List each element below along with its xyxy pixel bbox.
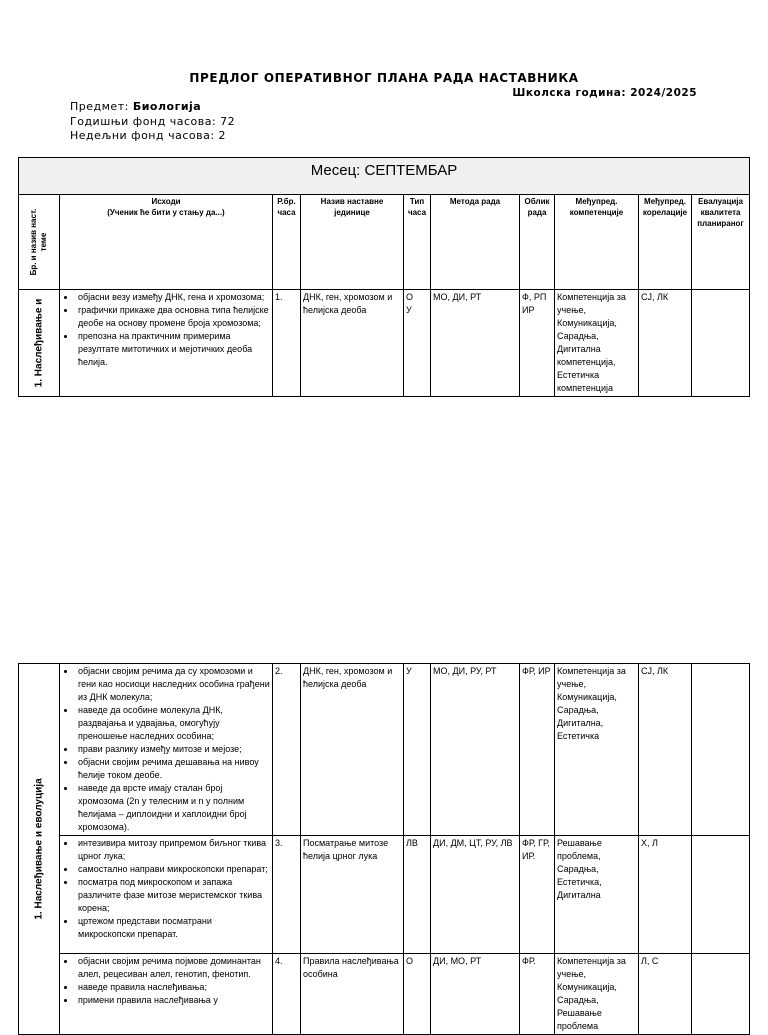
col-form: Облик рада [520, 195, 555, 290]
outcomes-list [62, 837, 270, 941]
col-theme: Бр. и назив наст. теме [19, 195, 60, 290]
table-row [19, 836, 750, 954]
lesson-number: 3. [273, 836, 301, 954]
outcomes-cell [60, 664, 273, 836]
outcome-item: • објасни везу између ДНК, гена и хромозома; [76, 291, 270, 304]
work-method: ДИ, ДМ, ЦТ, РУ, ЛВ [431, 836, 520, 954]
evaluation [692, 290, 750, 397]
table-row [19, 290, 750, 397]
col-lesson-name: Назив наставне јединице [301, 195, 404, 290]
work-form: Ф, РП ИР [520, 290, 555, 397]
outcome-item: • објасни својим речима дешавања на нивоу ћелије током деобе. [76, 756, 270, 782]
lesson-number: 2. [273, 664, 301, 836]
outcome-item: • објасни својим речима да су хромозоми и гени као носиоци наследних особина грађени из ДНК молекула; [76, 665, 270, 704]
outcome-item: • препозна на практичним примерима резултате митотичких и мејотичких деоба ћелија. [76, 330, 270, 369]
correlations: СЈ, ЛК [639, 664, 692, 836]
outcomes-cell [60, 290, 273, 397]
lesson-name: Правила наслеђивања особина [301, 954, 404, 1035]
table-row [19, 954, 750, 1035]
outcome-item: • наведе да врсте имају сталан број хромозома (2n у телесним и n у полним ћелијама – диплоидни и хаплоидни број хромозома). [76, 782, 270, 834]
competences: Компетенција за учење, Комуникација, Сарадња, Решавање проблема [555, 954, 639, 1035]
evaluation [692, 836, 750, 954]
lesson-name: ДНК, ген, хромозом и ћелијска деоба [301, 290, 404, 397]
outcomes-cell [60, 836, 273, 954]
document-title: ПРЕДЛОГ ОПЕРАТИВНОГ ПЛАНА РАДА НАСТАВНИКА [189, 71, 579, 85]
lesson-number: 4. [273, 954, 301, 1035]
outcomes-cell [60, 954, 273, 1035]
subject-value: Биологија [132, 100, 202, 113]
col-competences: Међупред. компетенције [555, 195, 639, 290]
outcomes-list [62, 665, 270, 834]
lesson-name: ДНК, ген, хромозом и ћелијска деоба [301, 664, 404, 836]
lesson-type: ЛВ [404, 836, 431, 954]
outcome-item: • наведе правила наслеђивања; [76, 981, 270, 994]
month-heading: Месец: СЕПТЕМБАР [19, 158, 750, 195]
col-correlation: Међупред. корелације [639, 195, 692, 290]
subject-line [70, 100, 235, 115]
weekly-fund: Недељни фонд часова: 2 [70, 129, 227, 142]
school-year: Школска година: 2024/2025 [512, 87, 697, 99]
competences: Компетенција за учење, Комуникација, Сарадња, Дигитална компетенција, Естетичка компетенција [555, 290, 639, 397]
competences: Решавање проблема, Сарадња, Естетичка, Дигитална [555, 836, 639, 954]
theme-label: 1. Наслеђивање и еволуција [33, 778, 45, 920]
plan-table-continued [18, 663, 750, 1035]
theme-cell [19, 290, 60, 397]
theme-label: 1. Наслеђивање и [33, 298, 45, 388]
lesson-type: О У [404, 290, 431, 397]
work-method: МО, ДИ, РУ, РТ [431, 664, 520, 836]
outcomes-list [62, 291, 270, 369]
plan-table-september [18, 157, 750, 397]
correlations: СЈ, ЛК [639, 290, 692, 397]
outcome-item: • цртежом представи посматрани микроскопски препарат. [76, 915, 270, 941]
outcome-item: • самостално направи микроскопски препарат; [76, 863, 270, 876]
evaluation [692, 664, 750, 836]
outcomes-list [62, 955, 270, 1007]
lesson-name: Посматрање митозе ћелија црног лука [301, 836, 404, 954]
lesson-type: О [404, 954, 431, 1035]
lesson-type: У [404, 664, 431, 836]
competences: Компетенција за учење, Комуникација, Сарадња, Дигитална, Естетичка [555, 664, 639, 836]
subject-label: Предмет: [70, 100, 133, 113]
outcome-item: • примени правила наслеђивања у [76, 994, 270, 1007]
work-method: МО, ДИ, РТ [431, 290, 520, 397]
table-row [19, 664, 750, 836]
outcome-item: • прави разлику између митозе и мејозе; [76, 743, 270, 756]
work-form: ФР, ГР, ИР. [520, 836, 555, 954]
annual-fund: Годишњи фонд часова: 72 [70, 114, 236, 128]
col-method: Метода рада [431, 195, 520, 290]
correlations: Л, С [639, 954, 692, 1035]
evaluation [692, 954, 750, 1035]
col-type: Тип часа [404, 195, 431, 290]
work-method: ДИ, МО, РТ [431, 954, 520, 1035]
outcome-item: • интезивира митозу припремом биљног ткива црног лука; [76, 837, 270, 863]
outcome-item: • графички прикаже два основна типа ћелијске деобе на основу промене броја хромозома; [76, 304, 270, 330]
theme-cell [19, 664, 60, 1035]
work-form: ФР. [520, 954, 555, 1035]
outcome-item: • наведе да особине молекула ДНК, раздвајања и удвајања, омогућују преношење наследних особина; [76, 704, 270, 743]
correlations: Х, Л [639, 836, 692, 954]
outcome-item: • објасни својим речима појмове доминантан алел, рецесиван алел, генотип, фенотип. [76, 955, 270, 981]
col-outcomes: Исходи (Ученик ће бити у стању да...) [60, 195, 273, 290]
col-lesson-no: Р.бр. часа [273, 195, 301, 290]
col-evaluation: Евалуација квалитета планираног [692, 195, 750, 290]
work-form: ФР, ИР [520, 664, 555, 836]
document-meta [70, 100, 235, 144]
lesson-number: 1. [273, 290, 301, 397]
outcome-item: • посматра под микроскопом и запажа различите фазе митозе меристемског ткива корена; [76, 876, 270, 915]
